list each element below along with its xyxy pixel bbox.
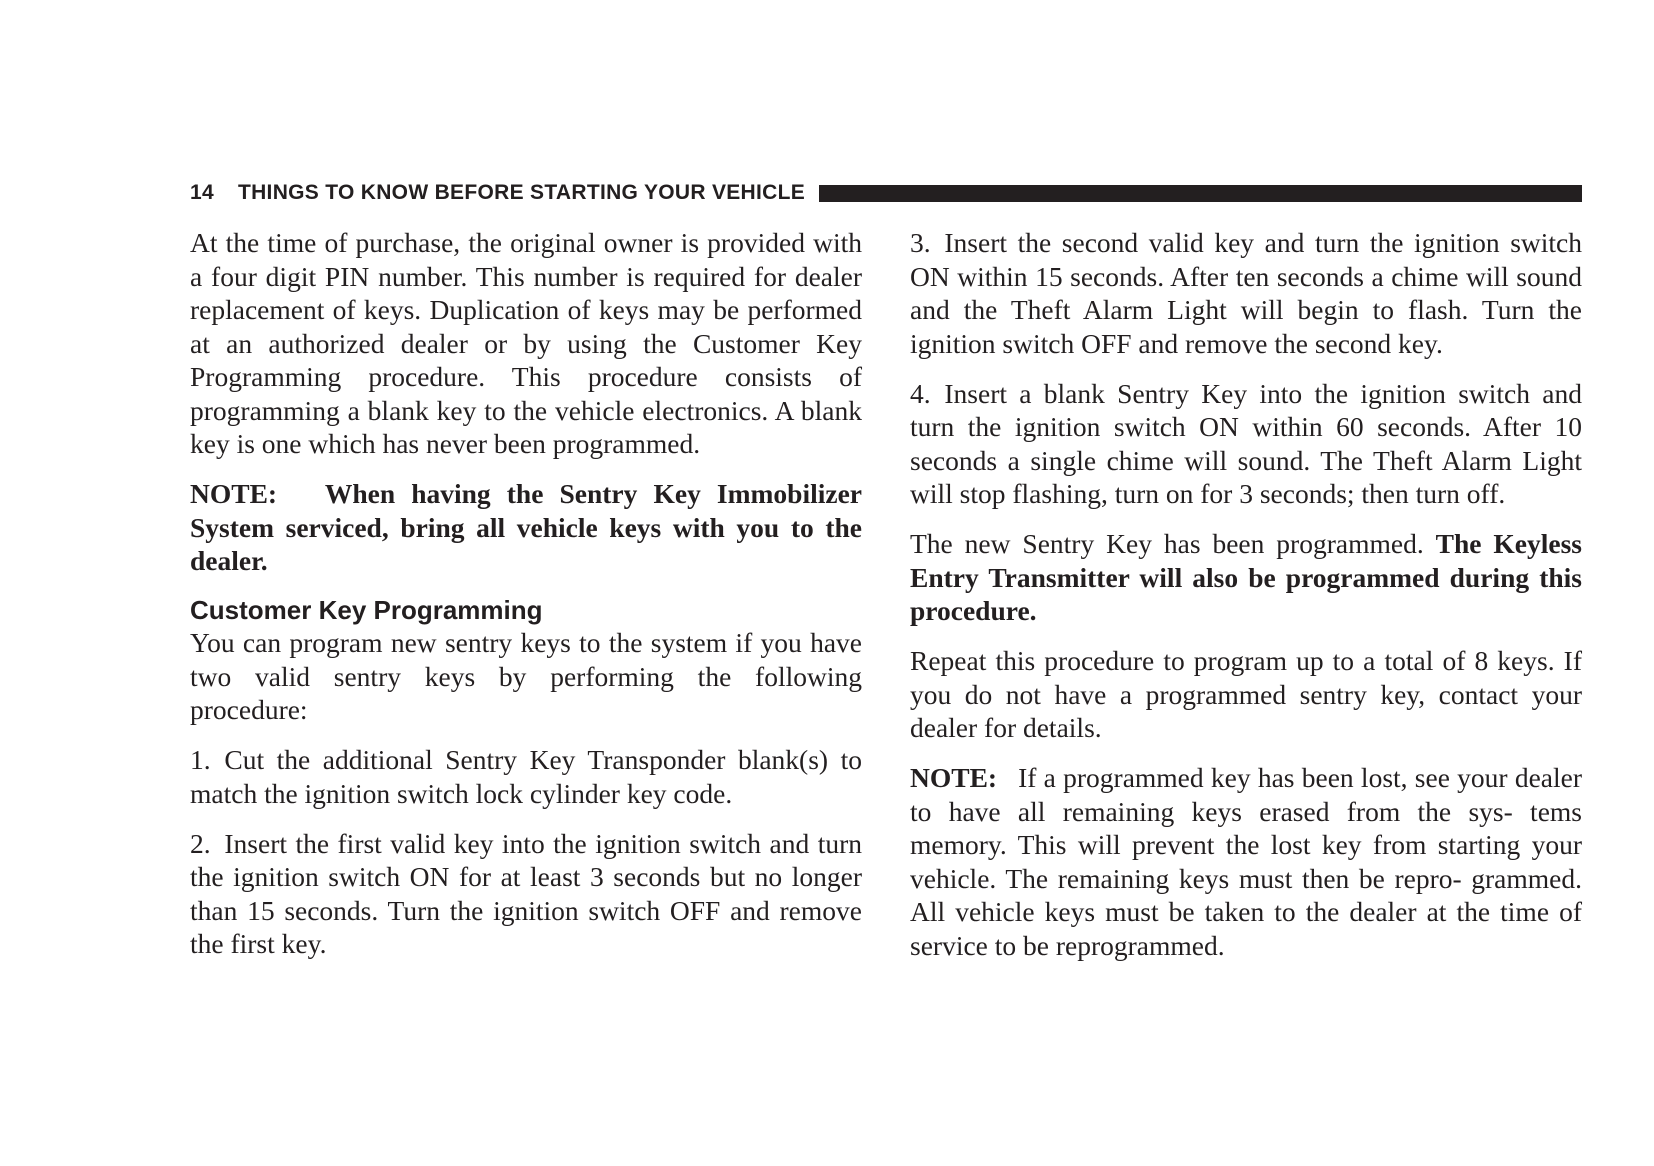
procedure-intro: You can program new sentry keys to the system if you have two valid sentry keys by performing the following procedure: <box>190 627 862 725</box>
note-label: NOTE: <box>910 762 998 793</box>
right-column <box>910 226 1582 979</box>
step-1: 1. Cut the additional Sentry Key Transponder blank(s) to match the ignition switch lock cylinder key code. <box>190 744 862 809</box>
note-immobilizer: NOTE: When having the Sentry Key Immobilizer System serviced, bring all vehicle keys with you to the dealer. <box>190 478 862 576</box>
step-2: 2. Insert the first valid key into the ignition switch and turn the ignition switch ON for at least 3 seconds but no longer than 15 seconds. Turn the ignition switch OFF and remove the first key. <box>190 827 862 959</box>
note-lost-key-text: If a programmed key has been lost, see your dealer to have all remaining keys erased from the sys- tems memory. This will prevent the lost key from starting your vehicle. The remaining keys must then be repro- grammed. All vehicle keys must be taken to the dealer at the time of service to be reprogrammed. <box>910 762 1582 961</box>
left-column <box>190 226 862 977</box>
programmed-bold-text: The Keyless Entry Transmitter will also be programmed during this procedure. <box>910 528 1582 626</box>
repeat-paragraph: Repeat this procedure to program up to a total of 8 keys. If you do not have a programmed sentry key, contact your dealer for details. <box>910 645 1582 743</box>
page-number: 14 <box>190 181 214 204</box>
header-rule <box>819 185 1582 202</box>
customer-key-programming-heading: Customer Key Programming <box>190 595 543 625</box>
note-lost-key <box>910 761 1582 962</box>
programmed-paragraph <box>910 527 1582 628</box>
section-title: THINGS TO KNOW BEFORE STARTING YOUR VEHICLE <box>237 181 806 204</box>
intro-paragraph: At the time of purchase, the original owner is provided with a four digit PIN number. This number is required for dealer replacement of keys. Duplication of keys may be performed at an authorized dealer or by using the Customer Key Programming procedure. This procedure consists of programming a blank key to the vehicle electronics. A blank key is one which has never been programmed. <box>190 227 862 459</box>
page-header <box>190 180 1582 206</box>
step-4: 4. Insert a blank Sentry Key into the ignition switch and turn the ignition switch ON within 60 seconds. After 10 seconds a single chime will sound. The Theft Alarm Light will stop flashing, turn on for 3 seconds; then turn off. <box>910 377 1582 509</box>
programmed-plain-text: The new Sentry Key has been programmed. <box>910 528 1436 559</box>
step-3: 3. Insert the second valid key and turn the ignition switch ON within 15 seconds. After ten seconds a chime will sound and the Theft Alarm Light will begin to flash. Turn the ignition switch OFF and remove the second key. <box>910 227 1582 359</box>
